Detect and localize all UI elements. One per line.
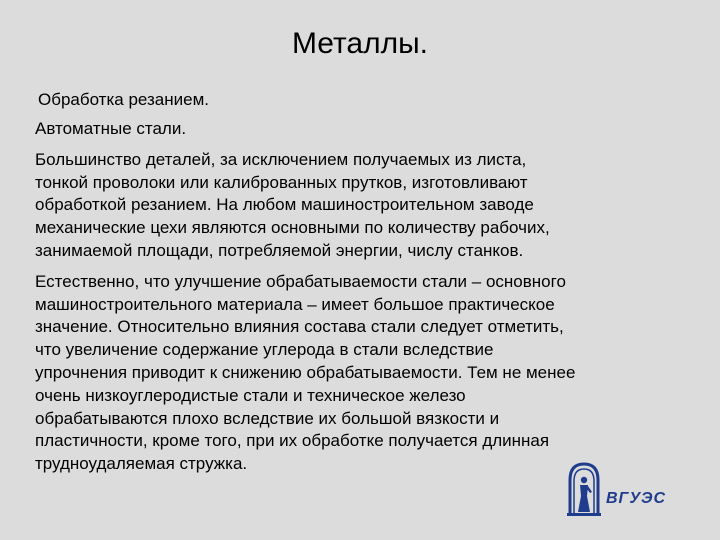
slide-content	[35, 118, 680, 476]
paragraph-line: механические цехи являются основными по количеству рабочих,	[35, 218, 550, 238]
slide-title: Металлы.	[291, 27, 428, 60]
logo-text: ВГУЭС	[606, 490, 667, 507]
paragraph-line: обрабатываются плохо вследствие их большой вязкости и	[35, 408, 500, 428]
slide-subtitle: Обработка резанием.	[38, 90, 209, 109]
paragraph-line: значение. Относительно влияния состава стали следует отметить,	[35, 317, 564, 337]
paragraph-line: трудноудаляемая стружка.	[35, 454, 248, 474]
paragraph-line: обработкой резанием. На любом машиностроительном заводе	[35, 195, 534, 215]
paragraph-line: занимаемой площади, потребляемой энергии, числу станков.	[35, 240, 524, 260]
paragraph-line: что увеличение содержание углерода в стали вследствие	[35, 340, 494, 360]
section-heading	[35, 118, 680, 141]
paragraph-line: упрочнения приводит к снижению обрабатываемости. Тем не менее	[35, 362, 576, 382]
paragraph-line: машиностроительного материала – имеет большое практическое	[35, 294, 555, 314]
paragraph-line: тонкой проволоки или калиброванных прутков, изготовливают	[35, 172, 528, 192]
heading-line: Автоматные стали.	[35, 119, 187, 138]
paragraph-line: очень низкоуглеродистые стали и техническое железо	[35, 385, 466, 405]
paragraph-line: пластичности, кроме того, при их обработке получается длинная	[35, 431, 550, 451]
paragraph-line: Естественно, что улучшение обрабатываемости стали – основного	[35, 271, 566, 291]
university-logo	[564, 460, 694, 518]
university-crest-icon	[564, 460, 604, 518]
paragraph-line: Большинство деталей, за исключением получаемых из листа,	[35, 149, 527, 169]
paragraph-1	[35, 149, 680, 263]
paragraph-2	[35, 271, 680, 476]
